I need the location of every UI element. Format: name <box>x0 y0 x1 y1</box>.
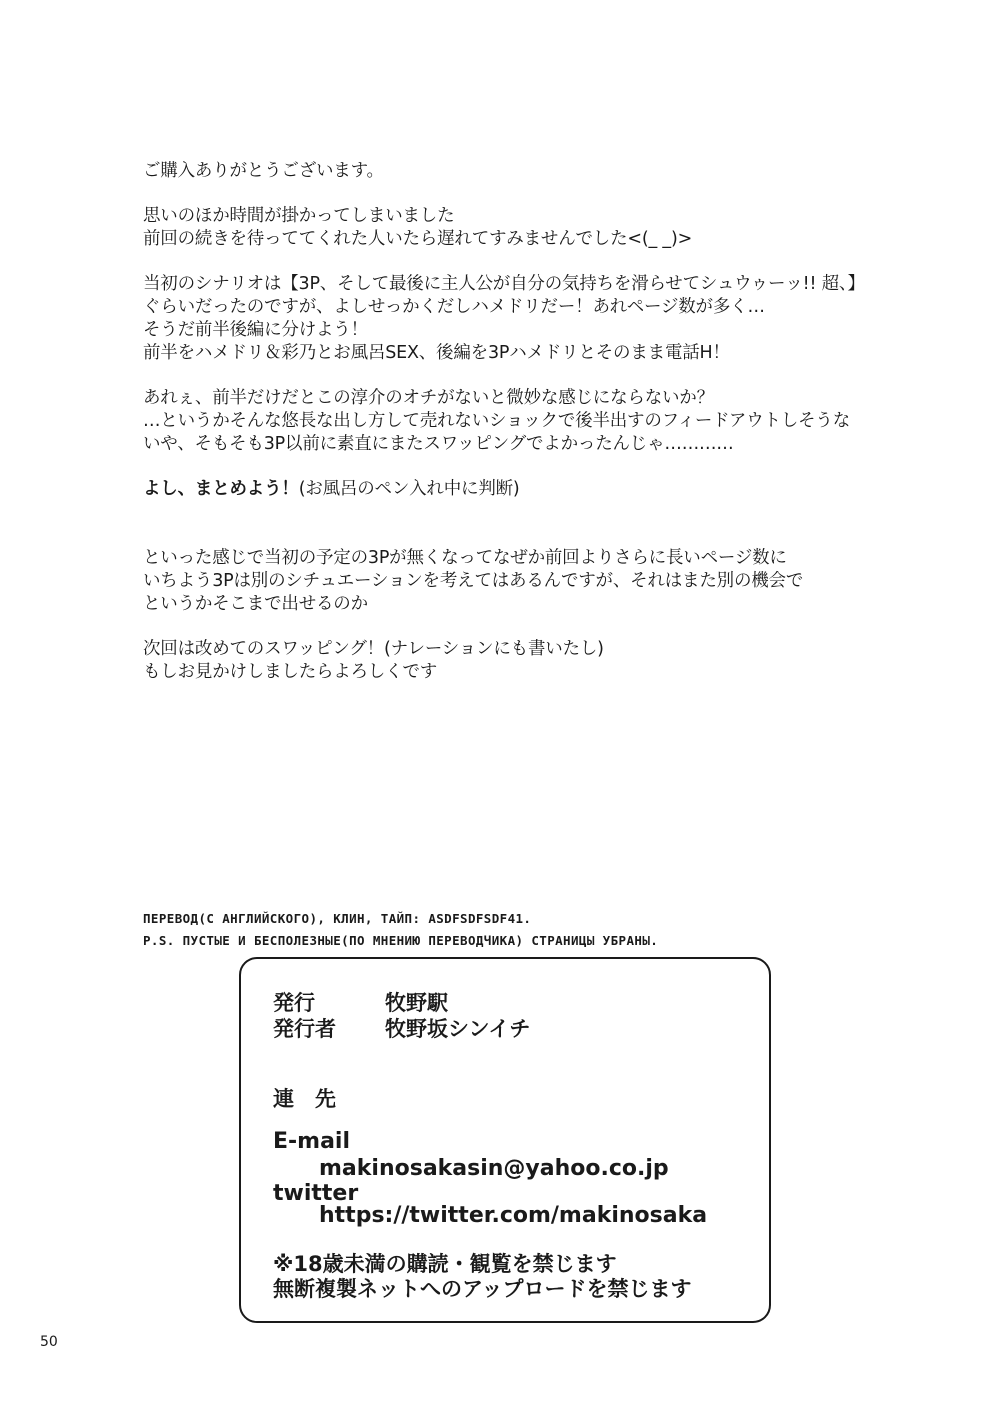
paragraph-delay <box>143 205 963 251</box>
publisher-label: 発行 <box>273 991 315 1015</box>
text-line <box>143 478 963 501</box>
text-line: ぐらいだったのですが、よしせっかくだしハメドリだー！あれページ数が多く… <box>143 297 765 317</box>
publisher-value: 牧野駅 <box>385 991 448 1015</box>
text-line: 次回は改めてのスワッピング！(ナレーションにも書いたし) <box>143 639 604 659</box>
text-line: ご購入ありがとうございます。 <box>143 161 384 181</box>
twitter-label: twitter <box>273 1181 359 1206</box>
contact-label: 連 先 <box>273 1087 336 1111</box>
text-line: そうだ前半後編に分けよう！ <box>143 320 368 340</box>
email-link[interactable]: makinosakasin@yahoo.co.jp <box>319 1156 669 1181</box>
colophon-box <box>239 957 771 1323</box>
text-line: というかそこまで出せるのか <box>143 594 368 614</box>
paragraph-next <box>143 638 963 684</box>
text-line: 思いのほか時間が掛かってしまいました <box>143 206 455 226</box>
paragraph-greeting <box>143 160 963 183</box>
text-line: あれぇ、前半だけだとこの淳介のオチがないと微妙な感じにならないか？ <box>143 388 714 408</box>
afterword-text <box>143 160 963 706</box>
text-line: 前半をハメドリ＆彩乃とお風呂SEX、後編を3Pハメドリとそのまま電話H！ <box>143 343 730 363</box>
text-line: 当初のシナリオは【3P、そして最後に主人公が自分の気持ちを滑らせてシュウゥーッ!! 超、】 <box>143 274 865 294</box>
age-notice: ※18歳未満の購読・観覧を禁じます <box>273 1252 617 1276</box>
twitter-link[interactable]: https://twitter.com/makinosaka <box>319 1203 708 1228</box>
credits-line: ПЕРЕВОД(С АНГЛИЙСКОГО), КЛИН, ТАЙП: ASDFSDFSDF41. <box>143 911 532 926</box>
paragraph-scenario <box>143 273 963 365</box>
page-number: 50 <box>40 1334 58 1350</box>
issuer-label: 発行者 <box>273 1017 336 1041</box>
text-line: といった感じで当初の予定の3Pが無くなってなぜか前回よりさらに長いページ数に <box>143 548 787 568</box>
paragraph-result <box>143 547 963 616</box>
issuer-value: 牧野坂シンイチ <box>385 1017 531 1041</box>
translator-credits <box>143 908 943 952</box>
copy-notice: 無断複製ネットへのアップロードを禁じます <box>273 1277 692 1301</box>
text-line: いや、そもそも3P以前に素直にまたスワッピングでよかったんじゃ………… <box>143 434 734 454</box>
credits-note: P.S. ПУСТЫЕ И БЕСПОЛЕЗНЫЕ(ПО МНЕНИЮ ПЕРЕВОДЧИКА) СТРАНИЦЫ УБРАНЫ. <box>143 933 659 948</box>
text-line: 前回の続きを待っててくれた人いたら遅れてすみませんでした<(_ _)> <box>143 229 693 249</box>
text-line: もしお見かけしましたらよろしくです <box>143 662 438 682</box>
paragraph-doubts <box>143 387 963 456</box>
paragraph-decision <box>143 478 963 501</box>
decision-bold: よし、まとめよう！ <box>143 479 299 499</box>
text-line: …というかそんな悠長な出し方して売れないショックで後半出すのフィードアウトしそうな <box>143 411 851 431</box>
text-line: いちよう3Pは別のシチュエーションを考えてはあるんですが、それはまた別の機会で <box>143 571 804 591</box>
email-label: E-mail <box>273 1129 351 1154</box>
decision-note: (お風呂のペン入れ中に判断) <box>298 479 520 499</box>
